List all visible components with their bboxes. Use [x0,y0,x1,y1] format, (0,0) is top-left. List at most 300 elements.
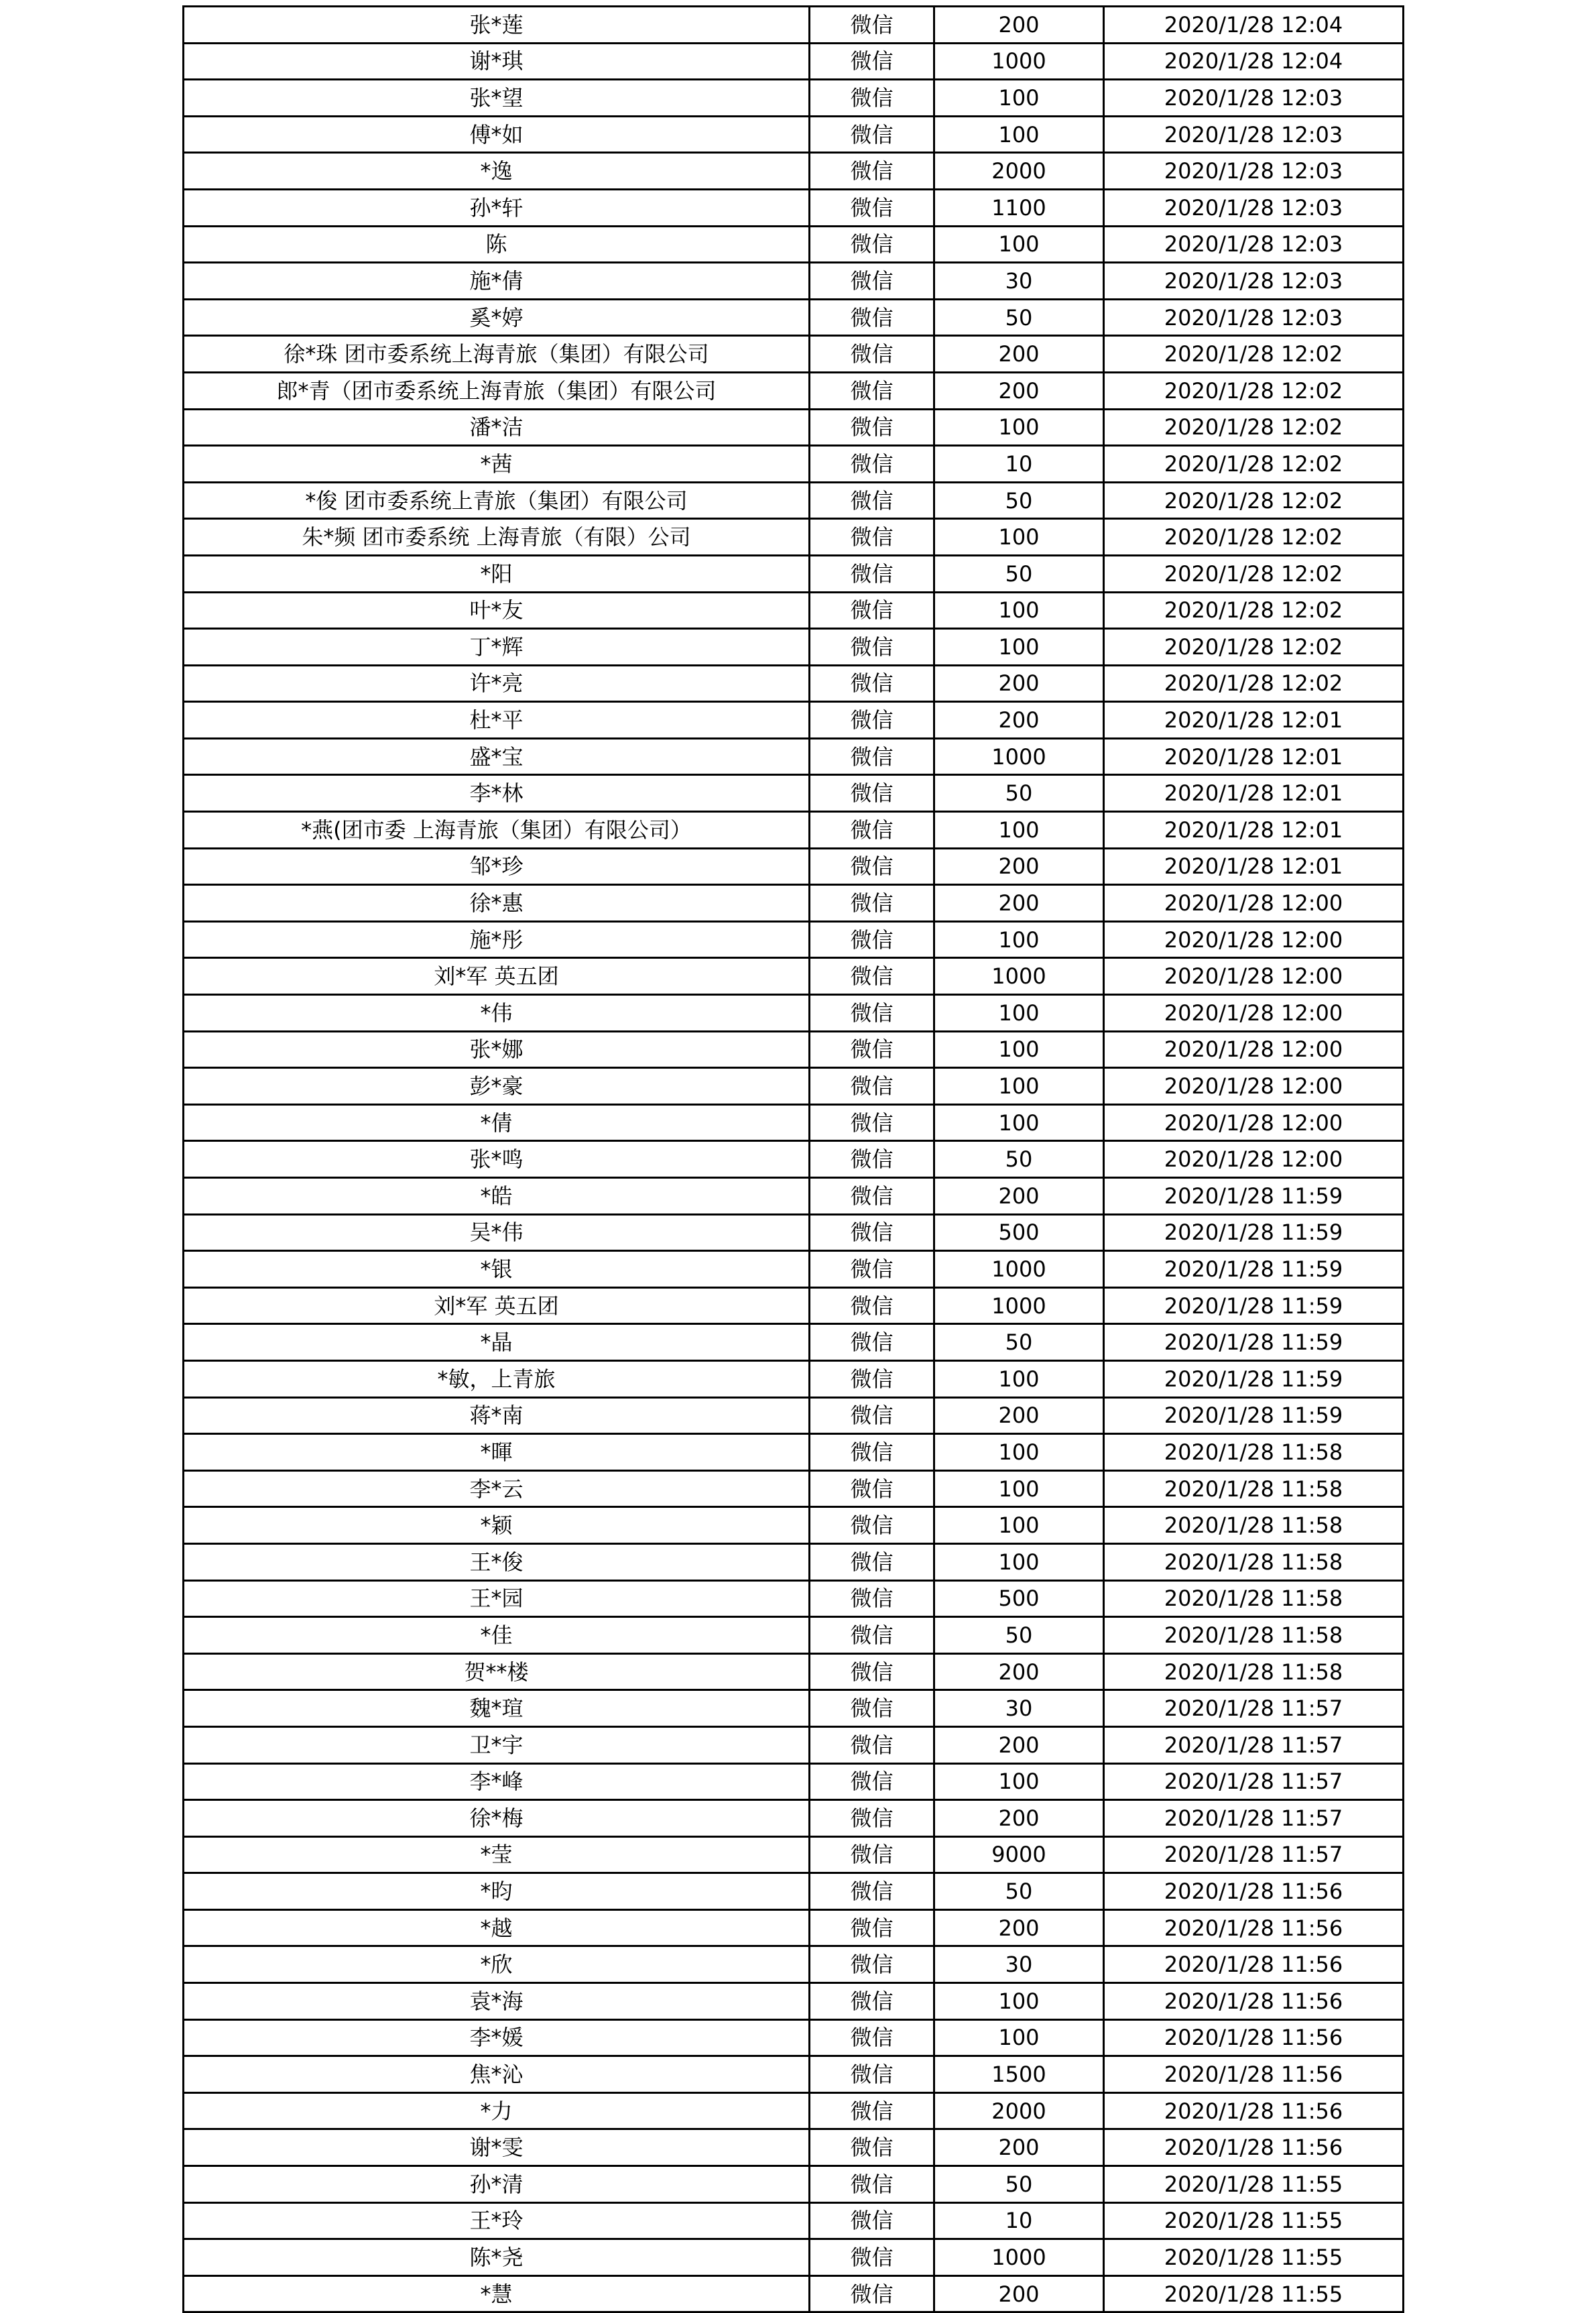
time-cell: 2020/1/28 12:03 [1104,116,1404,153]
donor-name-cell: *敏，上青旅 [184,1360,810,1397]
table-row [184,482,1404,519]
amount-cell: 100 [934,409,1104,446]
payment-method-cell: 微信 [810,1690,934,1727]
amount-cell: 1000 [934,738,1104,775]
time-cell: 2020/1/28 12:03 [1104,189,1404,226]
amount-cell: 200 [934,2129,1104,2166]
donor-name-cell: 徐*惠 [184,885,810,922]
time-cell: 2020/1/28 12:02 [1104,336,1404,373]
amount-cell: 9000 [934,1836,1104,1873]
amount-cell: 200 [934,1909,1104,1946]
donor-name-cell: *燕(团市委 上海青旅（集团）有限公司） [184,812,810,849]
donor-name-cell: *晶 [184,1324,810,1361]
amount-cell: 10 [934,446,1104,483]
payment-method-cell: 微信 [810,665,934,702]
donor-name-cell: 盛*宝 [184,738,810,775]
amount-cell: 1000 [934,958,1104,995]
time-cell: 2020/1/28 12:03 [1104,80,1404,117]
donor-name-cell: 谢*琪 [184,43,810,80]
payment-method-cell: 微信 [810,921,934,958]
payment-method-cell: 微信 [810,958,934,995]
payment-method-cell: 微信 [810,80,934,117]
donor-name-cell: 杜*平 [184,702,810,739]
time-cell: 2020/1/28 12:03 [1104,263,1404,300]
payment-method-cell: 微信 [810,1909,934,1946]
time-cell: 2020/1/28 11:58 [1104,1617,1404,1654]
time-cell: 2020/1/28 11:56 [1104,2019,1404,2056]
donor-name-cell: 张*莲 [184,7,810,44]
donor-name-cell: 奚*婷 [184,299,810,336]
table-row [184,1580,1404,1617]
table-row [184,995,1404,1032]
amount-cell: 200 [934,885,1104,922]
payment-method-cell: 微信 [810,1397,934,1434]
time-cell: 2020/1/28 12:02 [1104,372,1404,409]
amount-cell: 50 [934,2166,1104,2203]
time-cell: 2020/1/28 11:56 [1104,1983,1404,2020]
time-cell: 2020/1/28 12:00 [1104,921,1404,958]
amount-cell: 100 [934,1543,1104,1580]
payment-method-cell: 微信 [810,7,934,44]
time-cell: 2020/1/28 12:03 [1104,153,1404,190]
time-cell: 2020/1/28 11:59 [1104,1324,1404,1361]
donor-name-cell: *慧 [184,2275,810,2312]
amount-cell: 50 [934,482,1104,519]
time-cell: 2020/1/28 11:57 [1104,1763,1404,1800]
table-row [184,592,1404,629]
payment-method-cell: 微信 [810,263,934,300]
amount-cell: 200 [934,1397,1104,1434]
payment-method-cell: 微信 [810,1617,934,1654]
amount-cell: 50 [934,299,1104,336]
donor-name-cell: 李*云 [184,1470,810,1507]
table-row [184,1251,1404,1288]
table-row [184,2092,1404,2129]
table-row [184,921,1404,958]
time-cell: 2020/1/28 12:01 [1104,775,1404,812]
amount-cell: 200 [934,7,1104,44]
amount-cell: 1500 [934,2056,1104,2093]
payment-method-cell: 微信 [810,1543,934,1580]
table-row [184,1397,1404,1434]
table-row [184,2166,1404,2203]
time-cell: 2020/1/28 11:56 [1104,1873,1404,1910]
table-row [184,1909,1404,1946]
donor-name-cell: 徐*梅 [184,1800,810,1837]
donor-name-cell: 刘*军 英五团 [184,958,810,995]
donor-name-cell: *伟 [184,995,810,1032]
payment-method-cell: 微信 [810,1946,934,1983]
time-cell: 2020/1/28 12:01 [1104,738,1404,775]
time-cell: 2020/1/28 12:04 [1104,43,1404,80]
table-row [184,1104,1404,1141]
time-cell: 2020/1/28 11:56 [1104,2056,1404,2093]
donor-name-cell: 吴*伟 [184,1214,810,1251]
table-row [184,1434,1404,1471]
amount-cell: 100 [934,226,1104,263]
table-row [184,1983,1404,2020]
amount-cell: 100 [934,80,1104,117]
time-cell: 2020/1/28 12:01 [1104,812,1404,849]
donor-name-cell: 王*俊 [184,1543,810,1580]
payment-method-cell: 微信 [810,1726,934,1763]
time-cell: 2020/1/28 12:02 [1104,409,1404,446]
amount-cell: 200 [934,665,1104,702]
table-row [184,1360,1404,1397]
payment-method-cell: 微信 [810,775,934,812]
payment-method-cell: 微信 [810,1324,934,1361]
time-cell: 2020/1/28 11:56 [1104,1909,1404,1946]
table-row [184,1031,1404,1068]
table-row [184,885,1404,922]
amount-cell: 10 [934,2202,1104,2239]
time-cell: 2020/1/28 11:59 [1104,1214,1404,1251]
time-cell: 2020/1/28 11:55 [1104,2239,1404,2276]
table-row [184,116,1404,153]
payment-method-cell: 微信 [810,2056,934,2093]
donor-name-cell: *力 [184,2092,810,2129]
donor-name-cell: 焦*沁 [184,2056,810,2093]
payment-method-cell: 微信 [810,848,934,885]
donor-name-cell: *颖 [184,1507,810,1544]
amount-cell: 100 [934,921,1104,958]
table-row [184,409,1404,446]
donor-name-cell: *银 [184,1251,810,1288]
table-row [184,812,1404,849]
donor-name-cell: 陈*尧 [184,2239,810,2276]
time-cell: 2020/1/28 12:02 [1104,592,1404,629]
amount-cell: 1100 [934,189,1104,226]
donor-name-cell: 卫*宇 [184,1726,810,1763]
time-cell: 2020/1/28 12:00 [1104,958,1404,995]
table-row [184,2019,1404,2056]
table-row [184,1946,1404,1983]
donor-name-cell: 邹*珍 [184,848,810,885]
table-row [184,1800,1404,1837]
amount-cell: 1000 [934,1251,1104,1288]
donor-name-cell: *欣 [184,1946,810,1983]
donor-name-cell: 施*倩 [184,263,810,300]
table-row [184,1543,1404,1580]
donation-table-body [184,7,1404,2312]
amount-cell: 100 [934,1470,1104,1507]
table-row [184,738,1404,775]
payment-method-cell: 微信 [810,2239,934,2276]
table-row [184,1214,1404,1251]
time-cell: 2020/1/28 11:59 [1104,1397,1404,1434]
table-row [184,775,1404,812]
table-row [184,7,1404,44]
time-cell: 2020/1/28 11:57 [1104,1836,1404,1873]
table-row [184,336,1404,373]
amount-cell: 500 [934,1580,1104,1617]
amount-cell: 100 [934,995,1104,1032]
table-row [184,1873,1404,1910]
payment-method-cell: 微信 [810,1141,934,1178]
amount-cell: 50 [934,775,1104,812]
time-cell: 2020/1/28 11:55 [1104,2166,1404,2203]
amount-cell: 200 [934,2275,1104,2312]
table-row [184,958,1404,995]
table-row [184,1470,1404,1507]
amount-cell: 100 [934,592,1104,629]
time-cell: 2020/1/28 11:57 [1104,1726,1404,1763]
table-row [184,1178,1404,1215]
donor-name-cell: 李*媛 [184,2019,810,2056]
table-row [184,2202,1404,2239]
payment-method-cell: 微信 [810,702,934,739]
donor-name-cell: *皓 [184,1178,810,1215]
payment-method-cell: 微信 [810,592,934,629]
amount-cell: 50 [934,1873,1104,1910]
payment-method-cell: 微信 [810,738,934,775]
donor-name-cell: 傅*如 [184,116,810,153]
table-row [184,80,1404,117]
time-cell: 2020/1/28 11:58 [1104,1580,1404,1617]
table-row [184,702,1404,739]
donor-name-cell: 张*娜 [184,1031,810,1068]
payment-method-cell: 微信 [810,1068,934,1105]
amount-cell: 100 [934,1360,1104,1397]
amount-cell: 100 [934,1763,1104,1800]
payment-method-cell: 微信 [810,2275,934,2312]
table-row [184,1068,1404,1105]
payment-method-cell: 微信 [810,482,934,519]
time-cell: 2020/1/28 11:59 [1104,1360,1404,1397]
time-cell: 2020/1/28 11:56 [1104,2129,1404,2166]
payment-method-cell: 微信 [810,519,934,556]
table-row [184,848,1404,885]
amount-cell: 100 [934,1507,1104,1544]
payment-method-cell: 微信 [810,1836,934,1873]
payment-method-cell: 微信 [810,1983,934,2020]
amount-cell: 100 [934,1031,1104,1068]
donor-name-cell: 孙*清 [184,2166,810,2203]
amount-cell: 30 [934,1690,1104,1727]
donor-name-cell: *暉 [184,1434,810,1471]
table-row [184,446,1404,483]
payment-method-cell: 微信 [810,1178,934,1215]
table-row [184,2275,1404,2312]
time-cell: 2020/1/28 12:02 [1104,629,1404,666]
donor-name-cell: 贺**楼 [184,1653,810,1690]
time-cell: 2020/1/28 11:58 [1104,1507,1404,1544]
payment-method-cell: 微信 [810,1580,934,1617]
payment-method-cell: 微信 [810,2166,934,2203]
table-row [184,1763,1404,1800]
time-cell: 2020/1/28 12:00 [1104,1031,1404,1068]
amount-cell: 50 [934,1141,1104,1178]
table-row [184,629,1404,666]
amount-cell: 200 [934,336,1104,373]
donor-name-cell: *倩 [184,1104,810,1141]
payment-method-cell: 微信 [810,1360,934,1397]
table-row [184,263,1404,300]
table-row [184,1726,1404,1763]
donor-name-cell: *佳 [184,1617,810,1654]
donor-name-cell: 徐*珠 团市委系统上海青旅（集团）有限公司 [184,336,810,373]
donor-name-cell: 蒋*南 [184,1397,810,1434]
time-cell: 2020/1/28 11:56 [1104,2092,1404,2129]
donor-name-cell: 王*玲 [184,2202,810,2239]
amount-cell: 1000 [934,1287,1104,1324]
donor-name-cell: 魏*瑄 [184,1690,810,1727]
time-cell: 2020/1/28 11:57 [1104,1800,1404,1837]
donor-name-cell: 王*园 [184,1580,810,1617]
payment-method-cell: 微信 [810,1104,934,1141]
amount-cell: 100 [934,1983,1104,2020]
payment-method-cell: 微信 [810,446,934,483]
payment-method-cell: 微信 [810,153,934,190]
amount-cell: 2000 [934,2092,1104,2129]
table-row [184,299,1404,336]
time-cell: 2020/1/28 11:59 [1104,1251,1404,1288]
amount-cell: 200 [934,1178,1104,1215]
time-cell: 2020/1/28 11:55 [1104,2202,1404,2239]
table-row [184,1690,1404,1727]
time-cell: 2020/1/28 11:58 [1104,1470,1404,1507]
payment-method-cell: 微信 [810,555,934,592]
donor-name-cell: 叶*友 [184,592,810,629]
payment-method-cell: 微信 [810,2202,934,2239]
payment-method-cell: 微信 [810,812,934,849]
payment-method-cell: 微信 [810,995,934,1032]
payment-method-cell: 微信 [810,409,934,446]
amount-cell: 200 [934,848,1104,885]
time-cell: 2020/1/28 12:02 [1104,446,1404,483]
payment-method-cell: 微信 [810,336,934,373]
time-cell: 2020/1/28 12:00 [1104,1141,1404,1178]
time-cell: 2020/1/28 11:59 [1104,1287,1404,1324]
donor-name-cell: *莹 [184,1836,810,1873]
amount-cell: 100 [934,1434,1104,1471]
table-row [184,226,1404,263]
amount-cell: 100 [934,519,1104,556]
table-row [184,1836,1404,1873]
time-cell: 2020/1/28 11:58 [1104,1434,1404,1471]
donor-name-cell: 彭*豪 [184,1068,810,1105]
donor-name-cell: 张*鸣 [184,1141,810,1178]
time-cell: 2020/1/28 11:58 [1104,1653,1404,1690]
time-cell: 2020/1/28 12:02 [1104,482,1404,519]
payment-method-cell: 微信 [810,1763,934,1800]
time-cell: 2020/1/28 12:00 [1104,995,1404,1032]
time-cell: 2020/1/28 12:01 [1104,702,1404,739]
amount-cell: 50 [934,1324,1104,1361]
table-row [184,1507,1404,1544]
time-cell: 2020/1/28 12:00 [1104,885,1404,922]
payment-method-cell: 微信 [810,1434,934,1471]
payment-method-cell: 微信 [810,2129,934,2166]
amount-cell: 100 [934,2019,1104,2056]
payment-method-cell: 微信 [810,629,934,666]
payment-method-cell: 微信 [810,372,934,409]
amount-cell: 2000 [934,153,1104,190]
amount-cell: 200 [934,372,1104,409]
donor-name-cell: 潘*洁 [184,409,810,446]
time-cell: 2020/1/28 11:58 [1104,1543,1404,1580]
amount-cell: 50 [934,555,1104,592]
table-row [184,2056,1404,2093]
donor-name-cell: 谢*雯 [184,2129,810,2166]
table-row [184,1287,1404,1324]
time-cell: 2020/1/28 12:00 [1104,1068,1404,1105]
payment-method-cell: 微信 [810,1287,934,1324]
donor-name-cell: 许*亮 [184,665,810,702]
donor-name-cell: *越 [184,1909,810,1946]
amount-cell: 100 [934,812,1104,849]
donor-name-cell: *俊 团市委系统上青旅（集团）有限公司 [184,482,810,519]
donor-name-cell: 陈 [184,226,810,263]
payment-method-cell: 微信 [810,1031,934,1068]
payment-method-cell: 微信 [810,1873,934,1910]
donor-name-cell: 郎*青（团市委系统上海青旅（集团）有限公司 [184,372,810,409]
time-cell: 2020/1/28 12:00 [1104,1104,1404,1141]
donor-name-cell: *昀 [184,1873,810,1910]
amount-cell: 200 [934,1800,1104,1837]
donor-name-cell: 孙*轩 [184,189,810,226]
time-cell: 2020/1/28 12:03 [1104,226,1404,263]
table-row [184,1324,1404,1361]
table-row [184,2129,1404,2166]
amount-cell: 100 [934,629,1104,666]
donor-name-cell: *茜 [184,446,810,483]
amount-cell: 100 [934,1068,1104,1105]
time-cell: 2020/1/28 12:01 [1104,848,1404,885]
table-row [184,665,1404,702]
donor-name-cell: 丁*辉 [184,629,810,666]
donor-name-cell: 李*峰 [184,1763,810,1800]
amount-cell: 500 [934,1214,1104,1251]
donation-table [182,5,1404,2313]
table-row [184,372,1404,409]
table-row [184,2239,1404,2276]
time-cell: 2020/1/28 12:03 [1104,299,1404,336]
amount-cell: 1000 [934,43,1104,80]
amount-cell: 50 [934,1617,1104,1654]
donor-name-cell: 袁*海 [184,1983,810,2020]
donor-name-cell: 朱*频 团市委系统 上海青旅（有限）公司 [184,519,810,556]
time-cell: 2020/1/28 12:02 [1104,519,1404,556]
time-cell: 2020/1/28 12:02 [1104,665,1404,702]
payment-method-cell: 微信 [810,2019,934,2056]
table-row [184,43,1404,80]
time-cell: 2020/1/28 11:56 [1104,1946,1404,1983]
amount-cell: 30 [934,263,1104,300]
time-cell: 2020/1/28 11:59 [1104,1178,1404,1215]
time-cell: 2020/1/28 11:57 [1104,1690,1404,1727]
donor-name-cell: *逸 [184,153,810,190]
amount-cell: 30 [934,1946,1104,1983]
donor-name-cell: *阳 [184,555,810,592]
payment-method-cell: 微信 [810,1251,934,1288]
table-row [184,1141,1404,1178]
payment-method-cell: 微信 [810,1470,934,1507]
amount-cell: 1000 [934,2239,1104,2276]
payment-method-cell: 微信 [810,1507,934,1544]
payment-method-cell: 微信 [810,116,934,153]
time-cell: 2020/1/28 12:04 [1104,7,1404,44]
time-cell: 2020/1/28 12:02 [1104,555,1404,592]
payment-method-cell: 微信 [810,1214,934,1251]
donor-name-cell: 李*林 [184,775,810,812]
table-row [184,519,1404,556]
table-row [184,1617,1404,1654]
amount-cell: 200 [934,1653,1104,1690]
payment-method-cell: 微信 [810,1800,934,1837]
payment-method-cell: 微信 [810,189,934,226]
table-row [184,1653,1404,1690]
